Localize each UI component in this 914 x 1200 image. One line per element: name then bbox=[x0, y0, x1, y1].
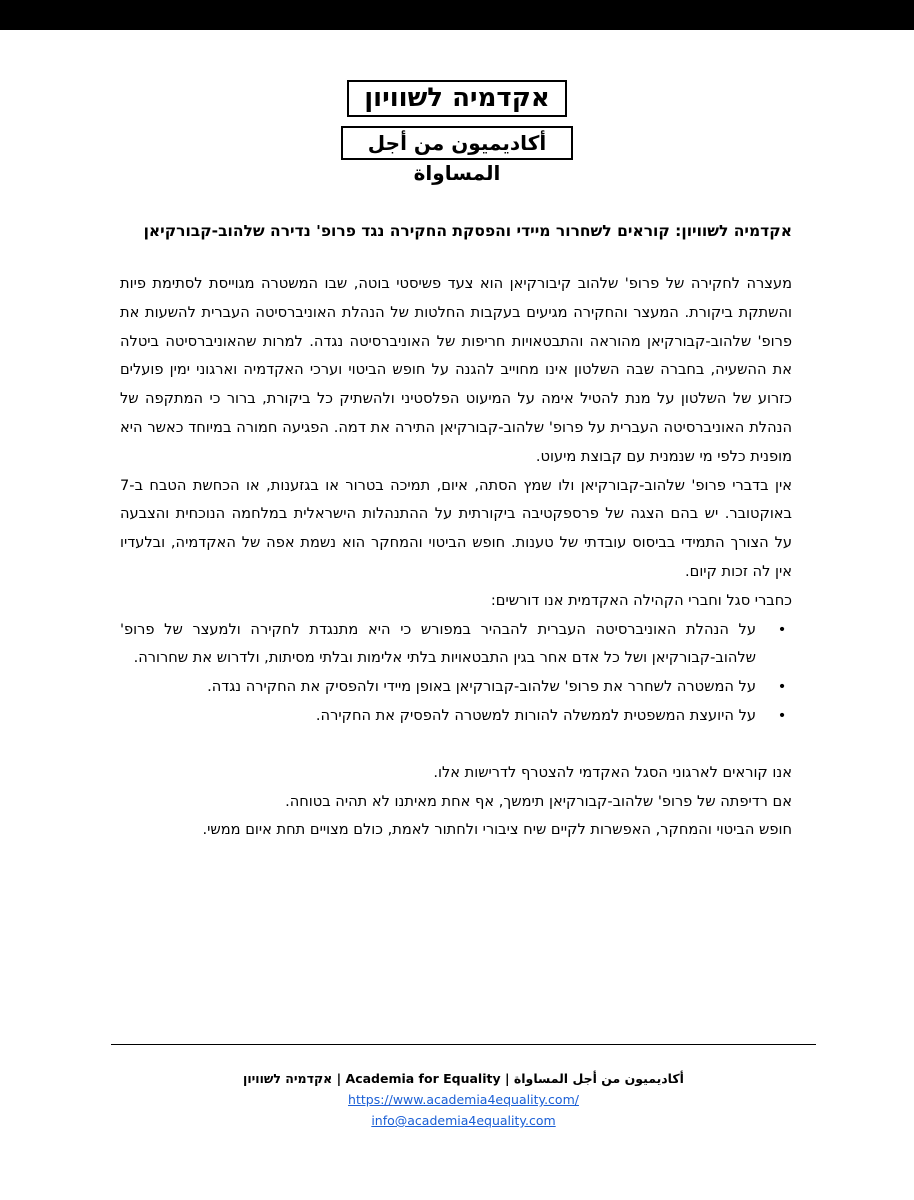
demand-item: • על הנהלת האוניברסיטה העברית להבהיר במפורש כי היא מתנגדת לחקירה ולמעצר של פרופ' שלהוב-קבורקיאן ושל כל אדם אחר בגין התבטאויות בלתי אלימות ובלתי מסיתות, ולדרוש את שחרורה. bbox=[120, 616, 756, 674]
email-link[interactable]: info@academia4equality.com bbox=[371, 1113, 556, 1128]
top-bar bbox=[0, 0, 914, 30]
demands-list bbox=[120, 616, 792, 731]
footer-organization-name: אקדמיה לשוויון | Academia for Equality | أكاديميون من أجل المساواة bbox=[243, 1071, 684, 1086]
demand-item: • על המשטרה לשחרר את פרופ' שלהוב-קבורקיאן באופן מיידי ולהפסיק את החקירה נגדה. bbox=[120, 673, 756, 702]
closing-line: אם רדיפתה של פרופ' שלהוב-קבורקיאן תימשך, אף אחת מאיתנו לא תהיה בטוחה. bbox=[285, 792, 792, 810]
footer-divider bbox=[111, 1044, 816, 1045]
logo-hebrew: אקדמיה לשוויון bbox=[347, 80, 567, 117]
paragraph: אין בדברי פרופ' שלהוב-קבורקיאן ולו שמץ הסתה, איום, תמיכה בטרור או בגזענות, או הכחשת הטבח ב-7 באוקטובר. יש בהם הצגה של פרספקטיבה ביקורתית על ההתנהלות הישראלית במלחמה הנוכחית והצבעה על הצורך התמידי בביסוס עובדתי של טענות. חופש הביטוי והמחקר הוא נשמת אפה של האקדמיה, ובלעדיו אין לה זכות קיום. bbox=[120, 476, 792, 580]
logo-arabic: أكاديميون من أجل المساواة bbox=[341, 126, 573, 160]
document-headline: אקדמיה לשוויון: קוראים לשחרור מיידי והפסקת החקירה נגד פרופ' נדירה שלהוב-קבורקיאן bbox=[143, 222, 792, 240]
closing-line: חופש הביטוי והמחקר, האפשרות לקיים שיח ציבורי ולחתור לאמת, כולם מצויים תחת איום ממשי. bbox=[202, 821, 792, 839]
paragraph: כחברי סגל וחברי הקהילה האקדמית אנו דורשים: bbox=[490, 591, 792, 609]
organization-logo bbox=[341, 80, 573, 185]
footer bbox=[111, 1068, 816, 1131]
closing-line: אנו קוראים לארגוני הסגל האקדמי להצטרף לדרישות אלו. bbox=[433, 763, 792, 781]
website-link[interactable]: https://www.academia4equality.com/ bbox=[348, 1092, 579, 1107]
document-body bbox=[120, 270, 792, 845]
demand-item: • על היועצת המשפטית לממשלה להורות למשטרה להפסיק את החקירה. bbox=[120, 702, 756, 731]
paragraph: מעצרה לחקירה של פרופ' שלהוב קיבורקיאן הוא צעד פשיסטי בוטה, שבו המשטרה מגוייסת לסתימת פיות והשתקת ביקורת. המעצר והחקירה מגיעים בעקבות החלטות של הנהלת האוניברסיטה העברית להשעות את פרופ' שלהוב-קבורקיאן מהוראה והתבטאויות חריפות של האוניברסיטה נגדה. למרות שהאוניברסיטה ביטלה את ההשעיה, בחברה שבה השלטון אינו מחוייב להגנה על חופש הביטוי וערכי האקדמיה וארגוני ימין פועלים כזרוע של השלטון על מנת להטיל אימה על המיעוט הפלסטיני ולהשתיק כל ביקורת, ברור כי המתקפה של הנהלת האוניברסיטה העברית על פרופ' שלהוב-קבורקיאן התירה את דמה. הפגיעה חמורה במיוחד כאשר היא מופנית כלפי מי שנמנית עם קבוצת מיעוט. bbox=[120, 275, 792, 465]
spacer bbox=[120, 731, 792, 759]
